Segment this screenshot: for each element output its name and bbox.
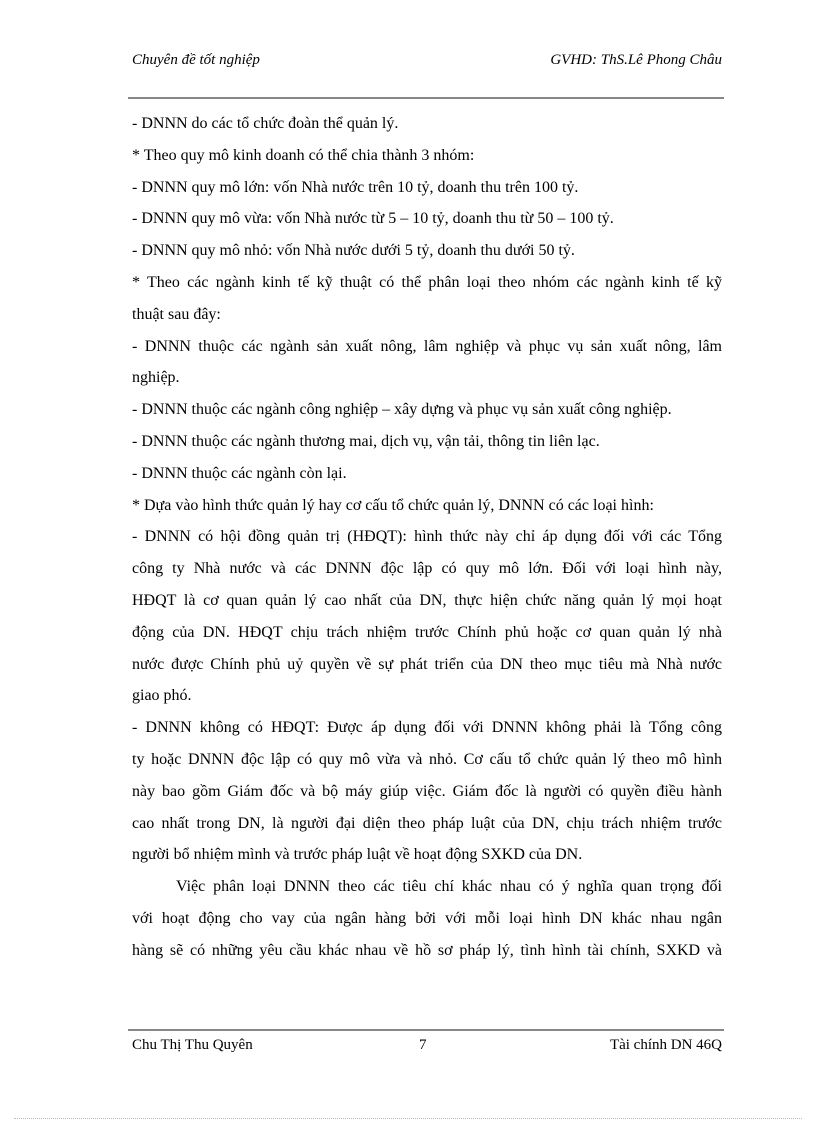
text-line: - DNNN thuộc các ngành còn lại. bbox=[132, 464, 347, 482]
page-footer bbox=[132, 1037, 722, 1059]
text-line: nghiệp. bbox=[132, 369, 180, 387]
footer-author: Chu Thị Thu Quyên bbox=[132, 1037, 253, 1053]
footer-divider bbox=[128, 1029, 724, 1031]
text-line: nước được Chính phủ uỷ quyền về sự phát triển của DN theo mục tiêu mà Nhà nước bbox=[132, 655, 722, 673]
header-divider bbox=[128, 97, 724, 99]
text-line: * Dựa vào hình thức quản lý hay cơ cấu tổ chức quản lý, DNNN có các loại hình: bbox=[132, 496, 654, 514]
text-line: - DNNN quy mô vừa: vốn Nhà nước từ 5 – 10 tỷ, doanh thu từ 50 – 100 tỷ. bbox=[132, 210, 614, 228]
body-text bbox=[132, 108, 722, 967]
text-line: - DNNN không có HĐQT: Được áp dụng đối với DNNN không phải là Tổng công bbox=[132, 719, 722, 737]
text-line: hàng sẽ có những yêu cầu khác nhau về hồ sơ pháp lý, tình hình tài chính, SXKD và bbox=[132, 941, 722, 959]
page-edge-divider bbox=[14, 1118, 802, 1119]
text-line: công ty Nhà nước và các DNNN độc lập có quy mô lớn. Đối với loại hình này, bbox=[132, 560, 722, 578]
text-line: - DNNN quy mô lớn: vốn Nhà nước trên 10 tỷ, doanh thu trên 100 tỷ. bbox=[132, 178, 579, 196]
text-line: cao nhất trong DN, là người đại diện theo pháp luật của DN, chịu trách nhiệm trước bbox=[132, 814, 722, 832]
text-line: * Theo quy mô kinh doanh có thể chia thành 3 nhóm: bbox=[132, 146, 475, 164]
text-line: ty hoặc DNNN độc lập có quy mô vừa và nhỏ. Cơ cấu tổ chức quản lý theo mô hình bbox=[132, 750, 722, 768]
text-line: - DNNN thuộc các ngành công nghiệp – xây dựng và phục vụ sản xuất công nghiệp. bbox=[132, 401, 672, 419]
page-header bbox=[132, 52, 722, 74]
footer-class: Tài chính DN 46Q bbox=[609, 1037, 722, 1053]
text-line: * Theo các ngành kinh tế kỹ thuật có thể phân loại theo nhóm các ngành kinh tế kỹ bbox=[132, 273, 722, 291]
text-line: giao phó. bbox=[132, 687, 192, 705]
text-line: - DNNN thuộc các ngành sản xuất nông, lâm nghiệp và phục vụ sản xuất nông, lâm bbox=[132, 337, 722, 355]
text-line: - DNNN quy mô nhỏ: vốn Nhà nước dưới 5 tỷ, doanh thu dưới 50 tỷ. bbox=[132, 242, 575, 260]
header-supervisor: GVHD: ThS.Lê Phong Châu bbox=[550, 52, 722, 68]
text-line: HĐQT là cơ quan quản lý cao nhất của DN, thực hiện chức năng quản lý mọi hoạt bbox=[132, 591, 722, 609]
text-line: thuật sau đây: bbox=[132, 305, 221, 323]
text-line: người bổ nhiệm mình và trước pháp luật về hoạt động SXKD của DN. bbox=[132, 846, 583, 864]
text-line: động của DN. HĐQT chịu trách nhiệm trước Chính phủ hoặc cơ quan quản lý nhà bbox=[132, 623, 722, 641]
text-line: - DNNN thuộc các ngành thương mai, dịch vụ, vận tải, thông tin liên lạc. bbox=[132, 432, 600, 450]
text-line: - DNNN do các tổ chức đoàn thể quản lý. bbox=[132, 115, 399, 132]
header-document-title: Chuyên đề tốt nghiệp bbox=[132, 52, 260, 68]
text-line: này bao gồm Giám đốc và bộ máy giúp việc. Giám đốc là người có quyền điều hành bbox=[132, 782, 722, 800]
text-line: với hoạt động cho vay của ngân hàng bởi với mỗi loại hình DN khác nhau ngân bbox=[132, 909, 722, 927]
text-line: Việc phân loại DNNN theo các tiêu chí khác nhau có ý nghĩa quan trọng đối bbox=[176, 878, 722, 896]
page-number: 7 bbox=[419, 1037, 427, 1053]
text-line: - DNNN có hội đồng quản trị (HĐQT): hình thức này chỉ áp dụng đối với các Tổng bbox=[132, 528, 722, 546]
